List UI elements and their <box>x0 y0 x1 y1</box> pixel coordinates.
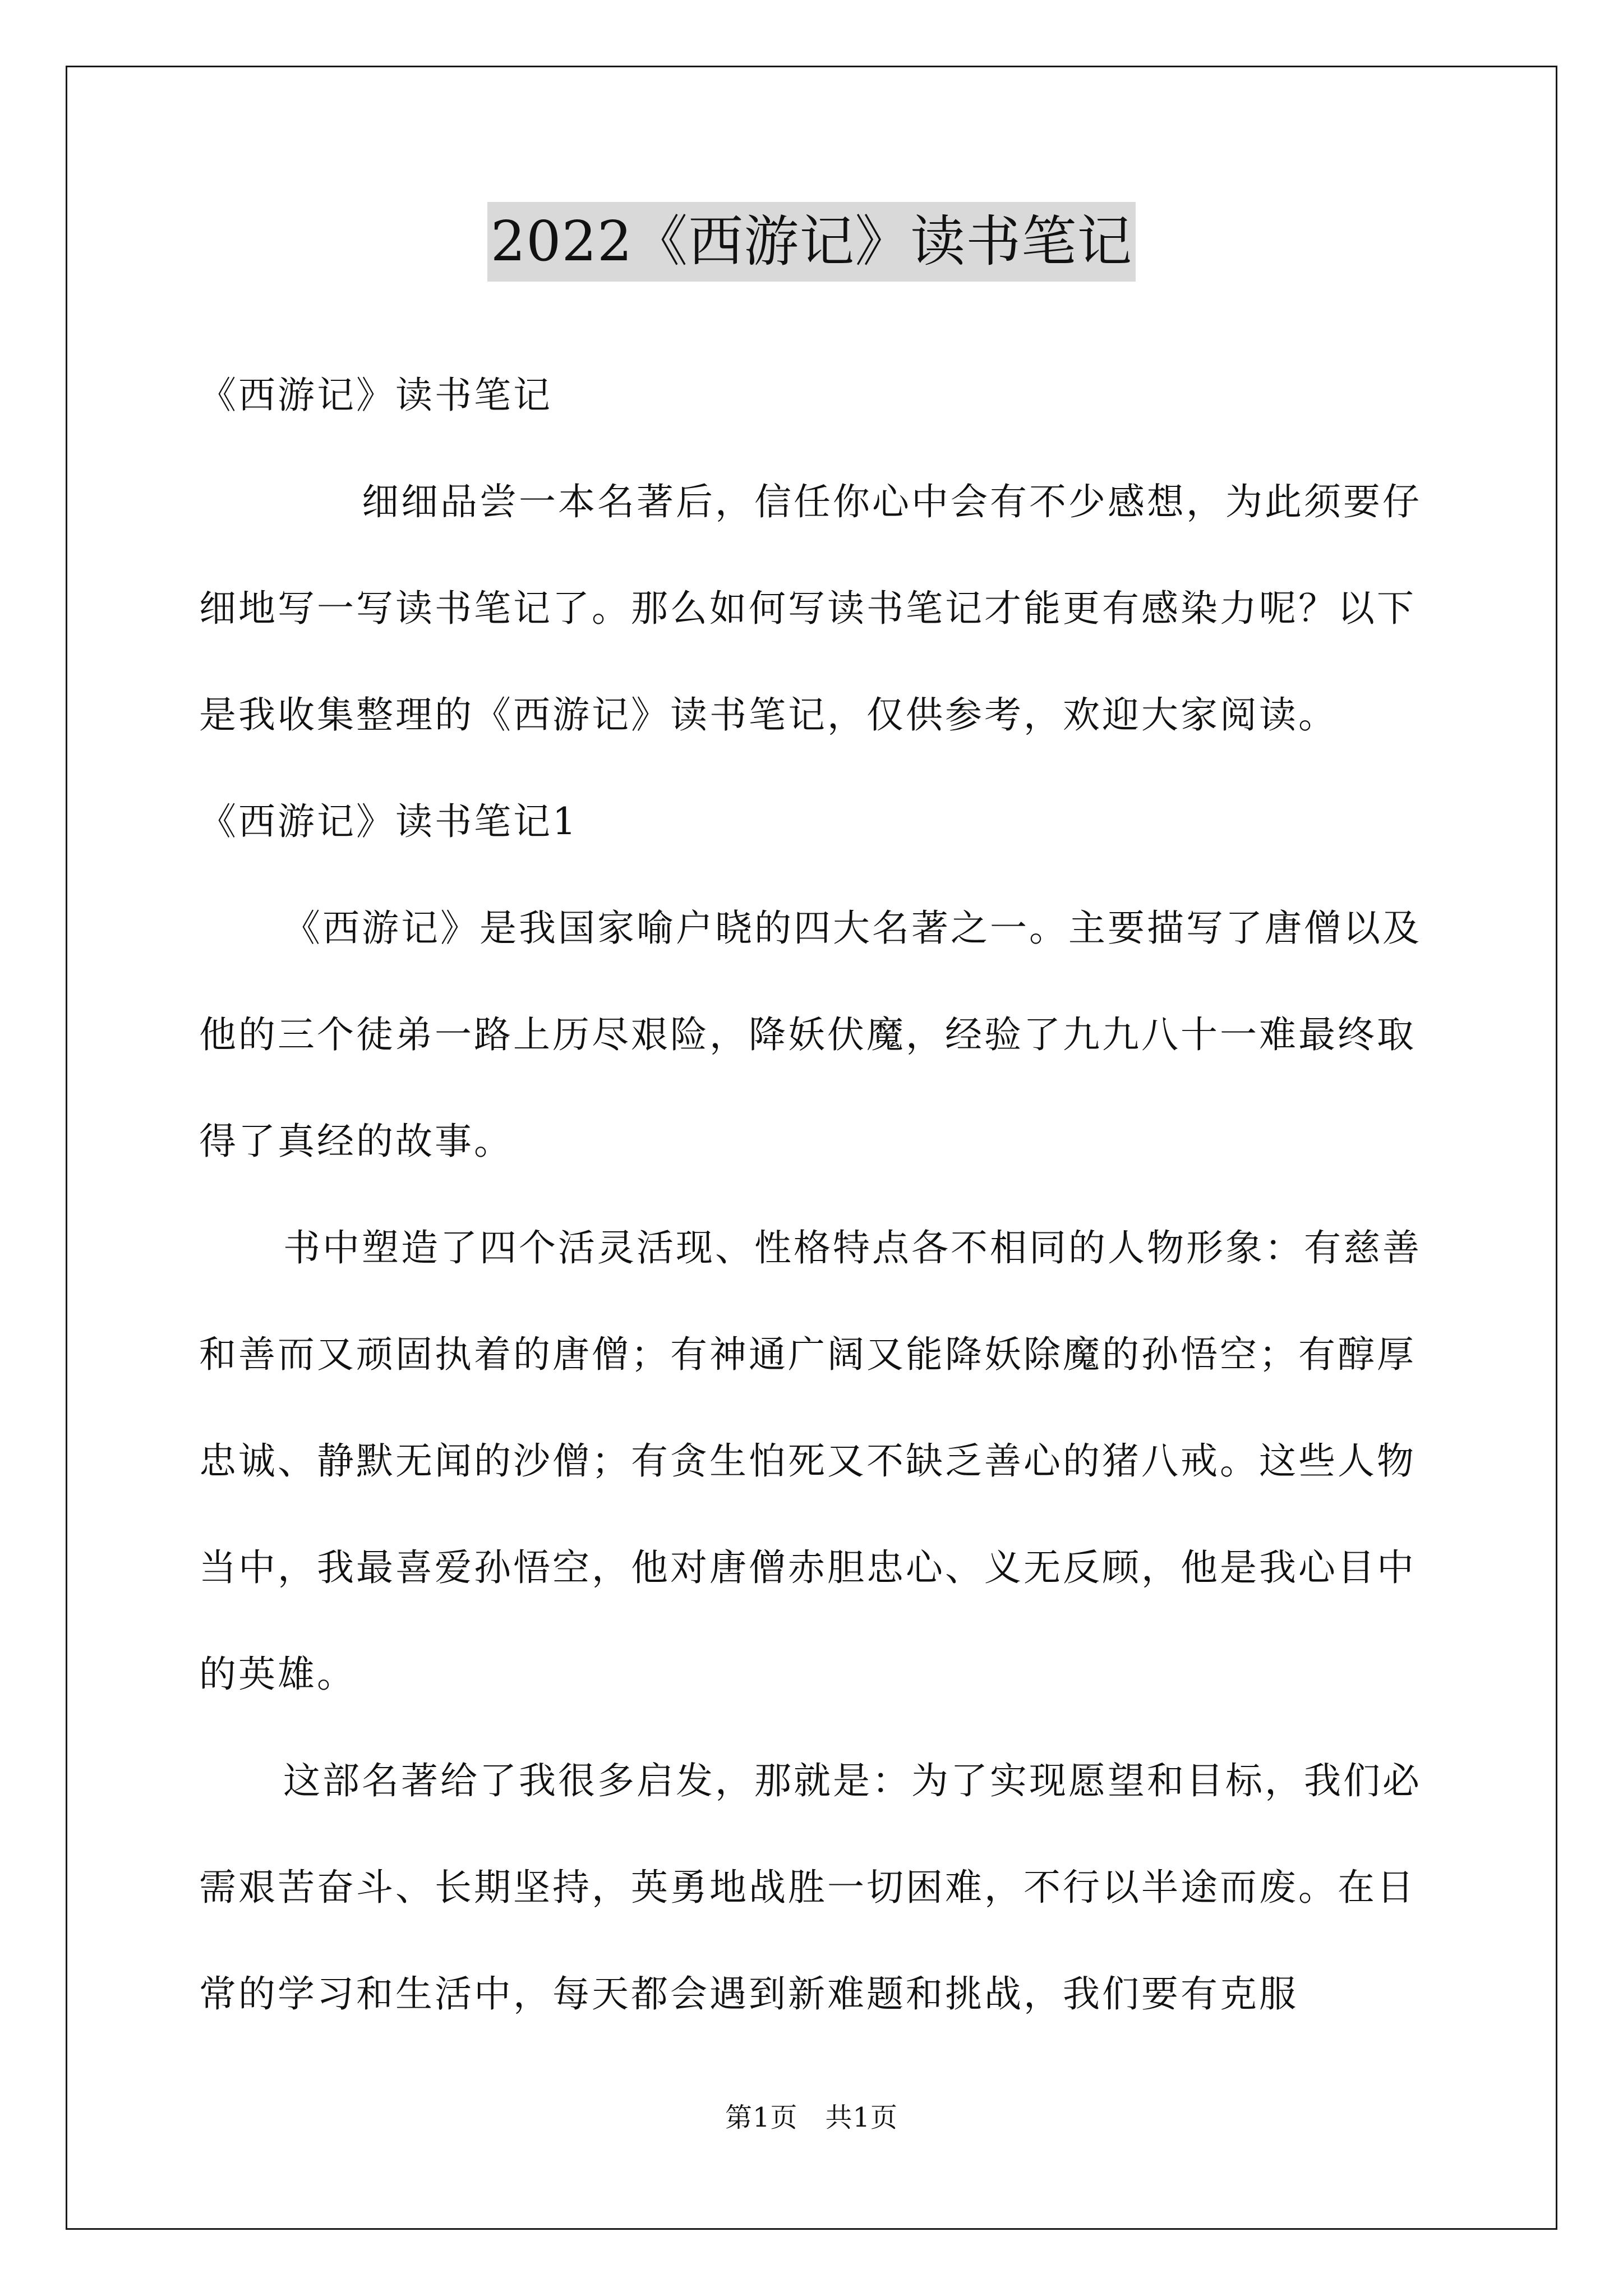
title-container <box>0 202 1623 282</box>
body-paragraph-1: 《西游记》是我国家喻户晓的四大名著之一。主要描写了唐僧以及他的三个徒弟一路上历尽艰险，降妖伏魔，经验了九九八十一难最终取得了真经的故事。 <box>199 907 1422 1163</box>
document-subtitle: 《西游记》读书笔记 <box>199 374 552 417</box>
body-paragraph-3: 这部名著给了我很多启发，那就是：为了实现愿望和目标，我们必需艰苦奋斗、长期坚持，英勇地战胜一切困难，不行以半途而废。在日常的学习和生活中，每天都会遇到新难题和挑战，我们要有克服 <box>199 1759 1422 2016</box>
body-paragraph-2: 书中塑造了四个活灵活现、性格特点各不相同的人物形象：有慈善和善而又顽固执着的唐僧；有神通广阔又能降妖除魔的孙悟空；有醇厚忠诚、静默无闻的沙僧；有贪生怕死又不缺乏善心的猪八戒。这些人物当中，我最喜爱孙悟空，他对唐僧赤胆忠心、义无反顾，他是我心目中的英雄。 <box>199 1226 1422 1696</box>
section-heading: 《西游记》读书笔记1 <box>199 800 578 843</box>
page-number: 第1页 共1页 <box>725 2102 898 2133</box>
document-body <box>199 342 1441 2047</box>
document-title: 2022《西游记》读书笔记 <box>487 202 1136 282</box>
page-footer <box>0 2101 1623 2134</box>
intro-paragraph: 细细品尝一本名著后，信任你心中会有不少感想，为此须要仔细地写一写读书笔记了。那么如何写读书笔记才能更有感染力呢？以下是我收集整理的《西游记》读书笔记，仅供参考，欢迎大家阅读。 <box>199 480 1422 737</box>
